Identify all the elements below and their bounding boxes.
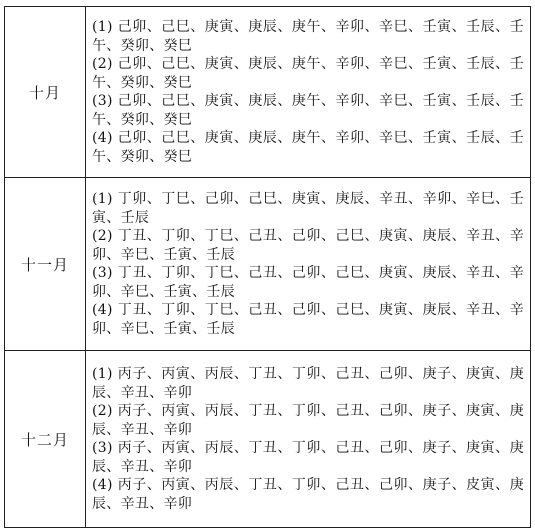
- day-list-line: (3) 丁丑、丁卯、丁巳、己丑、己卯、己巳、庚寅、庚辰、辛丑、辛卯、辛巳、壬寅、壬辰: [92, 265, 524, 300]
- day-list-line: (1) 己卯、己巳、庚寅、庚辰、庚午、辛卯、辛巳、壬寅、壬辰、壬午、癸卯、癸巳: [92, 19, 524, 54]
- month-label: 十二月: [5, 351, 86, 528]
- day-list-line: (2) 己卯、己巳、庚寅、庚辰、庚午、辛卯、辛巳、壬寅、壬辰、壬午、癸卯、癸巳: [92, 56, 524, 91]
- day-list-line: (2) 丙子、丙寅、丙辰、丁丑、丁卯、己丑、己卯、庚子、庚寅、庚辰、辛丑、辛卯: [92, 403, 524, 438]
- table-row: [5, 351, 531, 528]
- day-list-line: (2) 丁丑、丁卯、丁巳、己丑、己卯、己巳、庚寅、庚辰、辛丑、辛卯、辛巳、壬寅、壬辰: [92, 228, 524, 263]
- day-list-line: (3) 丙子、丙寅、丙辰、丁丑、丁卯、己丑、己卯、庚子、庚寅、庚辰、辛丑、辛卯: [92, 440, 524, 475]
- month-label: 十月: [5, 7, 86, 178]
- table-row: [5, 7, 531, 178]
- day-list-line: (1) 丁卯、丁巳、己卯、己巳、庚寅、庚辰、辛丑、辛卯、辛巳、壬寅、壬辰: [92, 191, 524, 226]
- month-label: 十一月: [5, 178, 86, 351]
- day-list-line: (3) 己卯、己巳、庚寅、庚辰、庚午、辛卯、辛巳、壬寅、壬辰、壬午、癸卯、癸巳: [92, 93, 524, 128]
- day-list-line: (1) 丙子、丙寅、丙辰、丁丑、丁卯、己丑、己卯、庚子、庚寅、庚辰、辛丑、辛卯: [92, 366, 524, 401]
- day-list-cell: [86, 351, 531, 528]
- almanac-table: [4, 6, 531, 528]
- day-list-cell: [86, 7, 531, 178]
- day-list-line: (4) 己卯、己巳、庚寅、庚辰、庚午、辛卯、辛巳、壬寅、壬辰、壬午、癸卯、癸巳: [92, 130, 524, 165]
- day-list-line: (4) 丙子、丙寅、丙辰、丁丑、丁卯、己丑、己卯、庚子、皮寅、庚辰、辛丑、辛卯: [92, 477, 524, 512]
- table-row: [5, 178, 531, 351]
- day-list-cell: [86, 178, 531, 351]
- day-list-line: (4) 丁丑、丁卯、丁巳、己丑、己卯、己巳、庚寅、庚辰、辛丑、辛卯、辛巳、壬寅、壬辰: [92, 302, 524, 337]
